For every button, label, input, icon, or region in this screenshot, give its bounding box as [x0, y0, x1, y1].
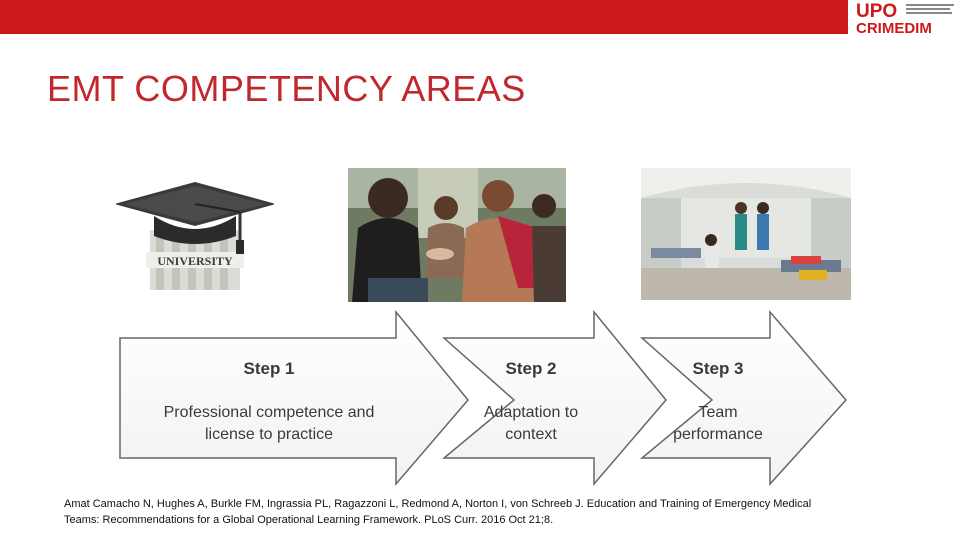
field-hospital-tent-photo [641, 168, 851, 300]
step-3-line-1: Team [698, 404, 738, 421]
citation-line-2: Teams: Recommendations for a Global Operational Learning Framework. PLoS Curr. 2016 Oct 21;8. [64, 514, 554, 526]
step-3-line-2: performance [673, 426, 763, 443]
university-label: UNIVERSITY [157, 254, 233, 268]
step-1-line-2: license to practice [204, 426, 334, 443]
step-3-arrow [642, 312, 846, 484]
step-1-arrow [120, 312, 468, 484]
page-title: EMT COMPETENCY AREAS [47, 68, 526, 109]
citation [64, 496, 904, 528]
step-3-title: Step 3 [692, 359, 744, 378]
competency-steps-diagram [112, 308, 854, 488]
step-2-line-1: Adaptation to [483, 404, 579, 421]
step-2-title: Step 2 [505, 359, 557, 378]
logo-upo: UPO [856, 1, 898, 22]
logo-crimedim: CRIMEDIM [856, 20, 932, 36]
step-1-line-1: Professional competence and [163, 404, 375, 421]
field-medical-care-photo [348, 168, 566, 302]
graduation-cap-image [116, 178, 274, 290]
step-2-arrow [444, 312, 666, 484]
step-1-title: Step 1 [243, 359, 295, 378]
header-bar [0, 0, 848, 34]
upo-crimedim-logo [852, 0, 960, 36]
citation-line-1: Amat Camacho N, Hughes A, Burkle FM, Ingrassia PL, Ragazzoni L, Redmond A, Norton I, von Schreeb J. Education and Training of Emergency Medical [64, 498, 812, 510]
step-2-line-2: context [505, 426, 557, 443]
